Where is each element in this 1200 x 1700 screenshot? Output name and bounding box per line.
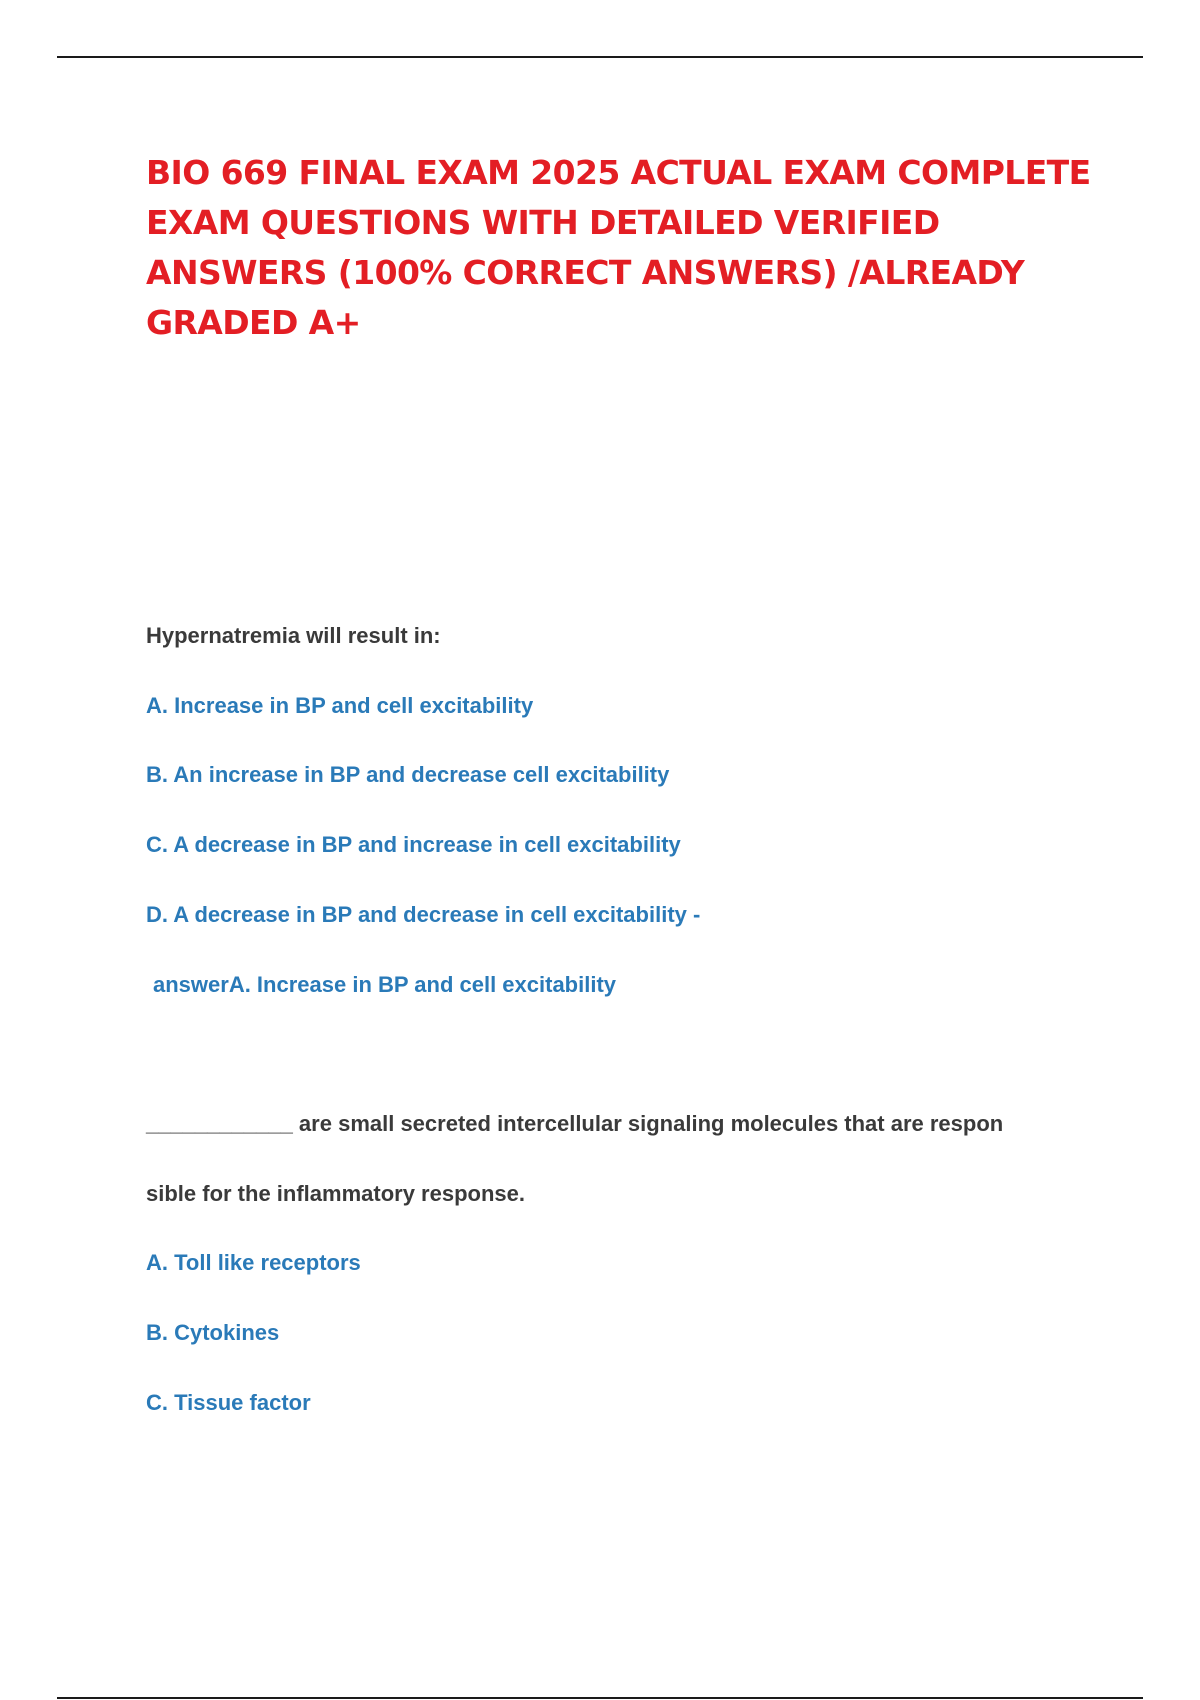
question-1-option-c: C. A decrease in BP and increase in cell excitability (146, 832, 681, 857)
document-title: BIO 669 FINAL EXAM 2025 ACTUAL EXAM COMPLETE EXAM QUESTIONS WITH DETAILED VERIFIED ANSWERS (100% CORRECT ANSWERS) /ALREADY GRADED A+ (146, 153, 1091, 342)
question-1-option-d: D. A decrease in BP and decrease in cell excitability - (146, 902, 701, 927)
question-2-option-c: C. Tissue factor (146, 1390, 311, 1415)
bottom-rule (57, 1697, 1143, 1699)
question-1-option-b: B. An increase in BP and decrease cell excitability (146, 762, 670, 787)
question-2-prompt-line-2: sible for the inflammatory response. (146, 1181, 525, 1206)
question-1-option-a: A. Increase in BP and cell excitability (146, 693, 534, 718)
question-1-prompt: Hypernatremia will result in: (146, 623, 441, 648)
question-1-answer: answerA. Increase in BP and cell excitability (153, 972, 617, 997)
question-2-option-b: B. Cytokines (146, 1320, 280, 1345)
top-rule (57, 56, 1143, 58)
question-2-option-a: A. Toll like receptors (146, 1250, 361, 1275)
question-2-prompt-line-1: ____________ are small secreted intercellular signaling molecules that are respon (146, 1111, 1004, 1136)
